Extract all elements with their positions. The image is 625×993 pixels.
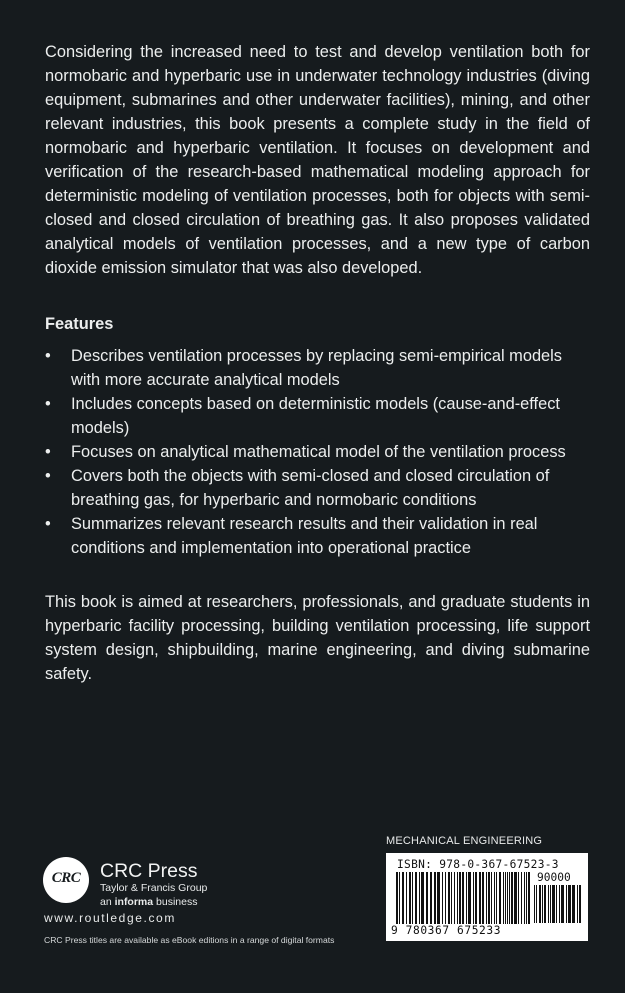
bullet-icon: • [45,347,51,365]
barcode-bar [457,872,458,924]
publisher-name: CRC Press [100,860,198,882]
barcode-bar [526,872,527,924]
barcode-bar [561,885,564,923]
barcode-bar [505,872,506,924]
barcode-bar [514,872,517,924]
barcode-bar [468,872,471,924]
barcode-bar [466,872,467,924]
barcode-bar [528,872,530,924]
barcode-bar [521,872,522,924]
feature-text: Covers both the objects with semi-closed and closed circulation of breathing gas, for hyperbaric and normobaric conditions [71,467,550,509]
barcode-bar [572,885,575,923]
barcode-bar [459,872,461,924]
barcode-bar [568,885,571,923]
feature-item [45,512,590,560]
feature-item [45,344,590,392]
barcode-bar [445,872,446,924]
feature-text: Summarizes relevant research results and their validation in real conditions and implementation into operational practice [71,515,538,557]
barcode-bar [462,872,464,924]
barcode-bar [548,885,549,923]
barcode-bar [577,885,578,923]
bullet-icon: • [45,443,51,461]
barcode-bar [451,872,452,924]
barcode-bar [486,872,487,924]
barcode-bar [579,885,581,923]
barcode-bar [503,872,504,924]
barcode-bar [536,885,537,923]
barcode-bar [454,872,455,924]
barcode-bar [542,885,543,923]
informa-brand: informa [114,896,154,908]
bullet-icon: • [45,467,51,485]
intro-paragraph: Considering the increased need to test and develop ventilation both for normobaric and hyperbaric use in underwater technology industries (diving equipment, submarines and other underwater facilities), mining, and other relevant industries, this book presents a complete study in the field of normobaric and hyperbaric ventilation. It focuses on development and verification of the research-based mathematical modeling approach for deterministic modeling of ventilation processes, both for objects with semi-closed and closed circulation of breathing gas. It also proposes validated analytical models of ventilation processes, and a new type of carbon dioxide emission simulator that was also developed. [45,43,590,277]
barcode-bar [419,872,420,924]
barcode-bar [496,872,497,924]
barcode-bar [507,872,508,924]
feature-item [45,440,590,464]
publisher-business-line: an informa business [100,896,198,908]
barcode-bar [491,872,492,924]
barcode-bar [556,885,557,923]
barcode-bar [552,885,555,923]
barcode-digits: 9 780367 675233 [391,924,502,937]
crc-logo [43,857,89,903]
feature-text: Describes ventilation processes by replacing semi-empirical models with more accurate analytical models [71,347,563,389]
publisher-website: www.routledge.com [44,911,176,925]
barcode-bar [396,872,398,924]
ebook-note: CRC Press titles are available as eBook editions in a range of digital formats [44,935,335,945]
barcode-bar [566,885,567,923]
ean-barcode-bars [395,872,531,924]
publisher-group: Taylor & Francis Group [100,882,208,894]
barcode-bar [544,885,546,923]
feature-item [45,392,590,440]
barcode-bar [448,872,450,924]
barcode-bar [511,872,513,924]
barcode-bar [550,885,551,923]
crc-logo-text: CRC [51,870,81,886]
barcode-bar [412,872,413,924]
subject-category: MECHANICAL ENGINEERING [386,835,543,847]
barcode-bar [475,872,477,924]
bullet-icon: • [45,515,51,533]
barcode-bar [518,872,519,924]
barcode-bar [434,872,436,924]
barcode-bar [539,885,541,923]
barcode-bar [406,872,407,924]
barcode-bar [534,885,535,923]
isbn-label: ISBN: 978-0-367-67523-3 [397,858,559,871]
barcode-bar [402,872,404,924]
barcode-bar [421,872,424,924]
bullet-icon: • [45,395,51,413]
barcode-bar [488,872,490,924]
barcode-bar [430,872,432,924]
feature-item [45,464,590,512]
barcode-bar [499,872,501,924]
barcode-bar [473,872,474,924]
barcode-bar [524,872,525,924]
barcode-bar [442,872,443,924]
feature-text: Includes concepts based on deterministic models (cause-and-effect models) [71,395,560,437]
addon-barcode-bars [533,885,581,923]
barcode-bar [482,872,484,924]
features-heading: Features [45,315,114,333]
feature-text: Focuses on analytical mathematical model of the ventilation process [71,443,566,461]
barcode-bar [559,885,560,923]
barcode-bar [399,872,400,924]
audience-paragraph: This book is aimed at researchers, professionals, and graduate students in hyperbaric facility processing, building ventilation processing, life support system design, shipbuilding, marine engineering, and diving submarine safety. [45,593,590,683]
barcode-bar [437,872,440,924]
barcode-bar [415,872,417,924]
barcode-bar [494,872,495,924]
barcode-bar [509,872,510,924]
barcode-bar [479,872,481,924]
price-code: 90000 [537,871,571,884]
isbn-barcode [386,853,588,941]
barcode-bar [409,872,411,924]
features-list [45,344,590,560]
barcode-bar [426,872,428,924]
